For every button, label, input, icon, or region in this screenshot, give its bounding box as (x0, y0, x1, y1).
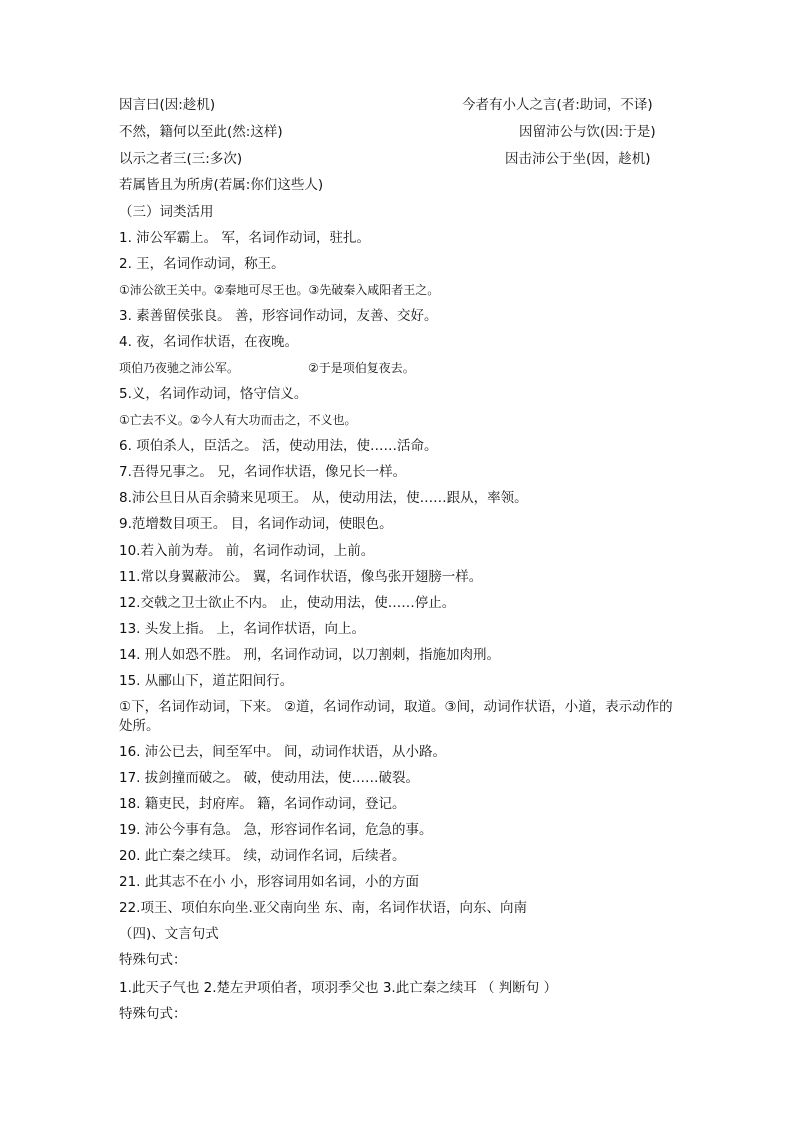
pair-right: 因击沛公于坐(因，趁机) (505, 151, 651, 167)
text-line: 18. 籍吏民，封府库。 籍，名词作动词，登记。 (119, 796, 406, 812)
text-line: 15. 从郦山下，道芷阳间行。 (119, 673, 294, 689)
section-heading: （三）词类活用 (119, 204, 214, 220)
text-line: 5.义，名词作动词，恪守信义。 (119, 386, 308, 402)
text-line: 19. 沛公今事有急。 急，形容词作名词，危急的事。 (119, 822, 433, 838)
text-line: 2. 王，名词作动词，称王。 (119, 256, 285, 272)
pair-left: 不然，籍何以至此(然:这样) (119, 124, 283, 140)
text-line: 特殊句式： (119, 1006, 187, 1022)
text-line: 3. 素善留侯张良。 善，形容词作动词，友善、交好。 (119, 308, 438, 324)
text-line: 20. 此亡秦之续耳。 续，动词作名词，后续者。 (119, 848, 406, 864)
text-line: 17. 拔剑撞而破之。 破，使动用法，使……破裂。 (119, 770, 420, 786)
pair-left: 因言曰(因:趁机) (119, 97, 216, 113)
text-line: 10.若入前为寿。 前，名词作动词，上前。 (119, 543, 375, 559)
text-line: 特殊句式： (119, 952, 187, 968)
pair-right: 因留沛公与饮(因:于是) (519, 124, 656, 140)
text-line: 9.范增数目项王。 目，名词作动词，使眼色。 (119, 516, 393, 532)
text-line: 22.项王、项伯东向坐.亚父南向坐 东、南，名词作状语，向东、向南 (119, 900, 528, 916)
text-line: 11.常以身翼蔽沛公。 翼，名词作状语，像鸟张开翅膀一样。 (119, 569, 483, 585)
text-line: 项伯乃夜驰之沛公军。 (119, 361, 240, 375)
text-line: 16. 沛公已去，间至军中。 间，动词作状语，从小路。 (119, 744, 447, 760)
text-line: ②于是项伯复夜去。 (308, 361, 415, 375)
pair-left: 以示之者三(三:多次) (119, 151, 243, 167)
text-line: 1. 沛公军霸上。 军，名词作动词，驻扎。 (119, 230, 370, 246)
text-line: 12.交戟之卫士欲止不内。 止，使动用法，使……停止。 (119, 595, 456, 611)
text-line: 若属皆且为所虏(若属:你们这些人) (119, 177, 324, 193)
text-line: 7.吾得兄事之。 兄，名词作状语，像兄长一样。 (119, 464, 407, 480)
text-line: 21. 此其志不在小 小，形容词用如名词，小的方面 (119, 874, 420, 890)
text-line: 14. 刑人如恐不胜。 刑，名词作动词，以刀割刺，指施加肉刑。 (119, 647, 501, 663)
text-line: 13. 头发上指。 上，名词作状语，向上。 (119, 621, 366, 637)
text-line: 8.沛公旦日从百余骑来见项王。 从，使动用法，使……跟从，率领。 (119, 490, 528, 506)
text-line: ①亡去不义。②今人有大功而击之，不义也。 (119, 413, 357, 427)
text-line: 6. 项伯杀人，臣活之。 活，使动用法，使……活命。 (119, 438, 438, 454)
pair-right: 今者有小人之言(者:助词，不译) (462, 97, 653, 113)
text-line: ①下，名词作动词，下来。 ②道，名词作动词，取道。③间，动词作状语，小道，表示动作的处所。 (119, 699, 673, 734)
text-line: 1.此天子气也 2.楚左尹项伯者，项羽季父也 3.此亡秦之续耳 （ 判断句 ） (119, 980, 558, 996)
section-heading: （四)、文言句式 (119, 926, 219, 942)
text-line: ①沛公欲王关中。②秦地可尽王也。③先破秦入咸阳者王之。 (119, 283, 440, 297)
text-line: 4. 夜，名词作状语，在夜晚。 (119, 334, 299, 350)
